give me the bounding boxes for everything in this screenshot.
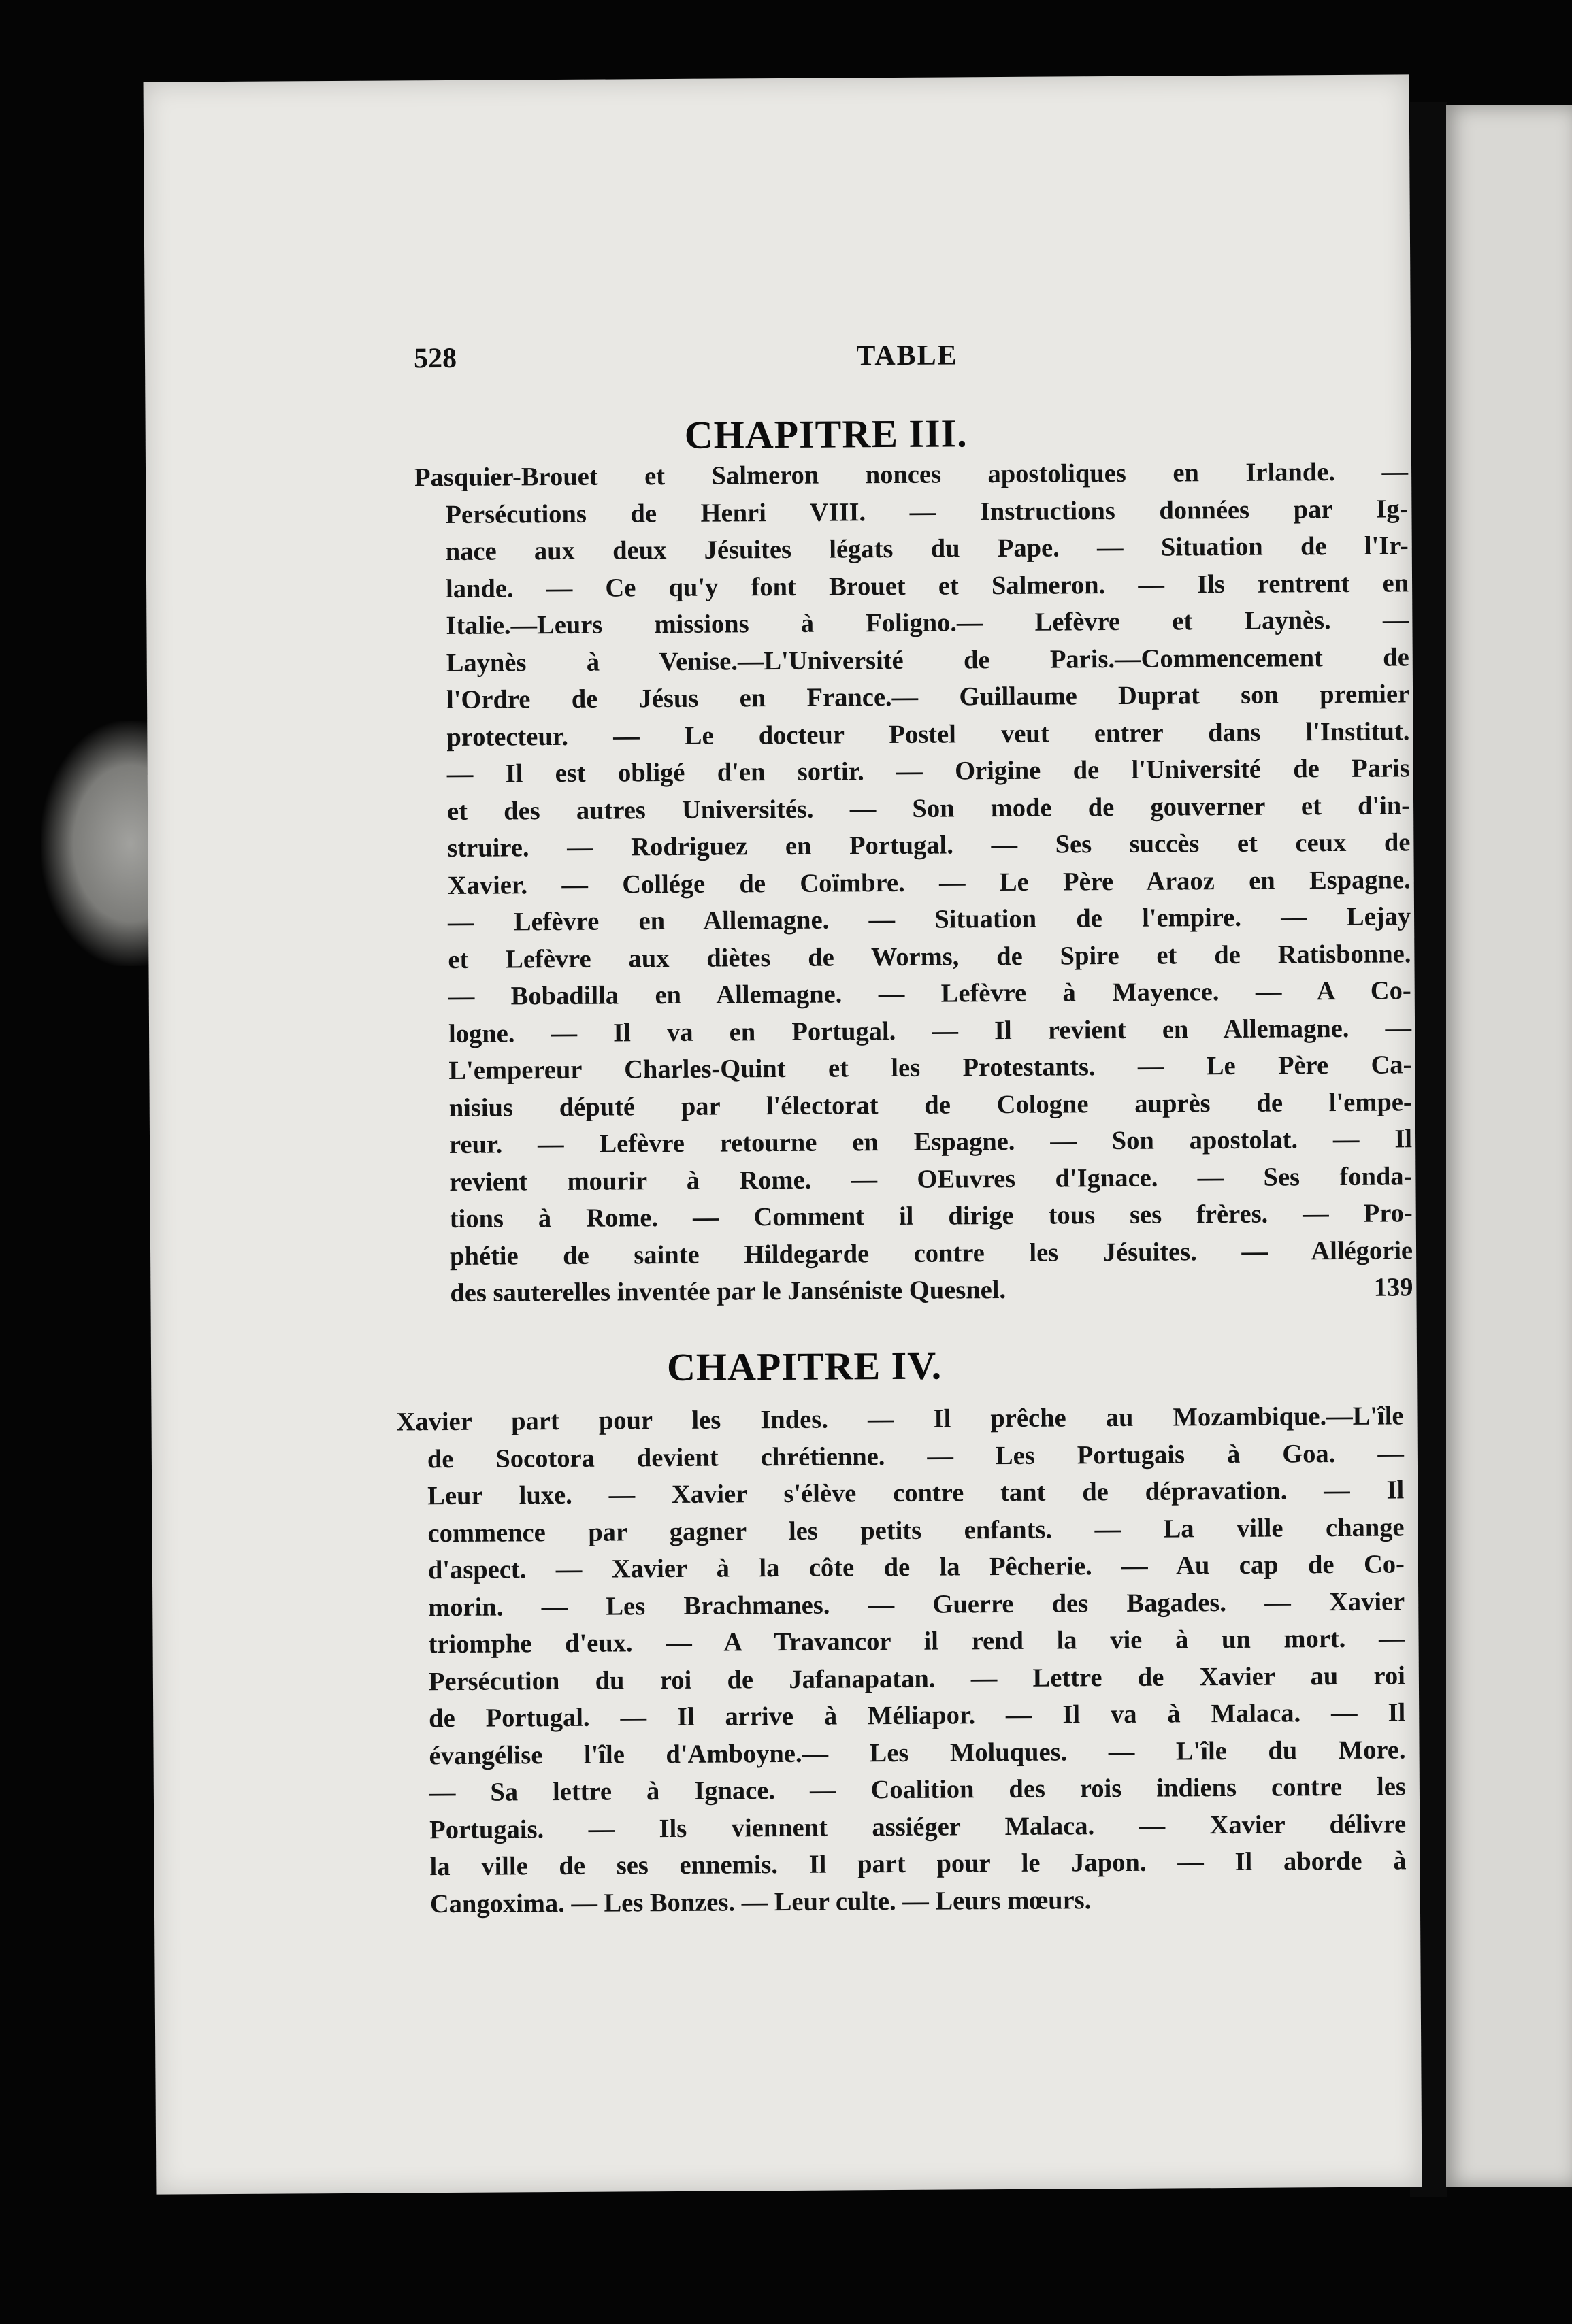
- summary-line: et Lefèvre aux diètes de Worms, de Spire et de Ratisbonne.: [448, 939, 1411, 974]
- summary-line: — Sa lettre à Ignace. — Coalition des rois indiens contre les: [429, 1772, 1407, 1808]
- summary-line: et des autres Universités. — Son mode de gouverner et d'in-: [446, 791, 1411, 826]
- book-page: [144, 74, 1422, 2194]
- summary-line: reur. — Lefèvre retourne en Espagne. — Son apostolat. — Il: [448, 1125, 1413, 1159]
- summary-line: commence par gagner les petits enfants. — La ville change: [427, 1512, 1405, 1548]
- summary-line: Italie.—Leurs missions à Foligno.— Lefèvre et Laynès. —: [446, 605, 1409, 641]
- summary-line: struire. — Rodriguez en Portugal. — Ses succès et ceux de: [447, 828, 1411, 863]
- summary-line: Persécution du roi de Jafanapatan. — Lettre de Xavier au roi: [428, 1661, 1406, 1696]
- summary-line: — Il est obligé d'en sortir. — Origine de l'Université de Paris: [446, 754, 1410, 789]
- summary-line: Persécutions de Henri VIII. — Instructions données par Ig-: [445, 494, 1409, 529]
- summary-line: Cangoxima. — Les Bonzes. — Leur culte. — Leurs mœurs.: [429, 1885, 1092, 1919]
- chapter-3: [145, 404, 1416, 1314]
- summary-line: phétie de sainte Hildegarde contre les Jésuites. — Allégorie: [449, 1235, 1413, 1271]
- summary-line: la ville de ses ennemis. Il part pour le Japon. — Il aborde à: [429, 1846, 1407, 1882]
- summary-line: revient mourir à Rome. — OEuvres d'Ignace. — Ses fonda-: [449, 1161, 1413, 1197]
- chapter-4: [151, 1340, 1420, 1924]
- summary-line: des sauterelles inventée par le Janséniste Quesnel.: [450, 1276, 1006, 1308]
- summary-line: de Socotora devient chrétienne. — Les Portugais à Goa. —: [427, 1438, 1405, 1474]
- summary-line: tions à Rome. — Comment il dirige tous ses frères. — Pro-: [449, 1199, 1413, 1233]
- running-title: TABLE: [856, 339, 958, 372]
- chapter-heading: CHAPITRE IV.: [666, 1343, 943, 1390]
- summary-line: d'aspect. — Xavier à la côte de la Pêcherie. — Au cap de Co-: [427, 1550, 1405, 1585]
- summary-line: Laynès à Venise.—L'Université de Paris.—Commencement de: [446, 642, 1409, 678]
- page-header: [414, 336, 1401, 383]
- summary-line: de Portugal. — Il arrive à Méliapor. — Il va à Malaca. — Il: [429, 1698, 1406, 1733]
- summary-last-line: [419, 1269, 1413, 1312]
- summary-line: protecteur. — Le docteur Postel veut entrer dans l'Institut.: [446, 716, 1410, 752]
- summary-line: — Lefèvre en Allemagne. — Situation de l'empire. — Lejay: [447, 902, 1411, 937]
- summary-line: morin. — Les Brachmanes. — Guerre des Bagades. — Xavier: [428, 1587, 1405, 1622]
- chapter-summary: [414, 453, 1413, 1312]
- summary-line: nisius député par l'électorat de Cologne auprès de l'empe-: [448, 1087, 1412, 1123]
- summary-line: l'Ordre de Jésus en France.— Guillaume Duprat son premier: [446, 680, 1410, 715]
- summary-line: L'empereur Charles-Quint et les Protestants. — Le Père Ca-: [448, 1050, 1412, 1085]
- chapter-summary: [396, 1397, 1407, 1923]
- facing-page-edge: [1446, 105, 1572, 2187]
- chapter-page-reference: 139: [1373, 1273, 1413, 1302]
- page-number: 528: [413, 342, 457, 375]
- summary-line: Portugais. — Ils viennent assiéger Malaca. — Xavier délivre: [429, 1809, 1407, 1844]
- summary-line: nace aux deux Jésuites légats du Pape. — Situation de l'Ir-: [445, 531, 1409, 567]
- summary-line: Xavier. — Collége de Coïmbre. — Le Père Araoz en Espagne.: [447, 865, 1411, 900]
- summary-line: Leur luxe. — Xavier s'élève contre tant de dépravation. — Il: [427, 1476, 1405, 1511]
- summary-line: Pasquier-Brouet et Salmeron nonces apostoliques en Irlande. —: [414, 457, 1409, 493]
- summary-line: — Bobadilla en Allemagne. — Lefèvre à Mayence. — A Co-: [448, 976, 1411, 1011]
- summary-line: évangélise l'île d'Amboyne.— Les Moluques. — L'île du More.: [429, 1735, 1406, 1770]
- chapter-heading: CHAPITRE III.: [684, 411, 968, 457]
- summary-line: lande. — Ce qu'y font Brouet et Salmeron. — Ils rentrent en: [445, 568, 1409, 603]
- summary-line: Xavier part pour les Indes. — Il prêche au Mozambique.—L'île: [396, 1401, 1404, 1437]
- summary-line: logne. — Il va en Portugal. — Il revient en Allemagne. —: [448, 1013, 1412, 1048]
- summary-line: triomphe d'eux. — A Travancor il rend la vie à un mort. —: [428, 1624, 1405, 1659]
